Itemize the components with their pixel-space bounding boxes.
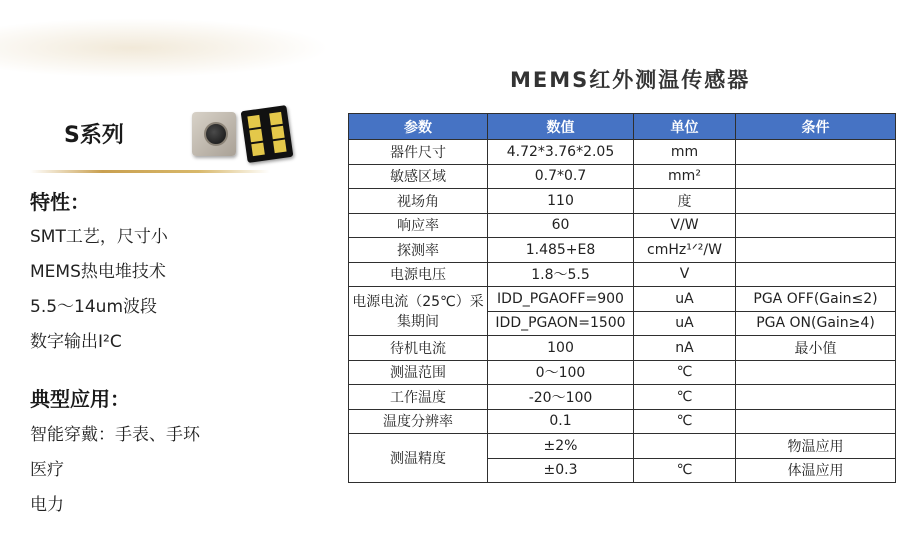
- condition-cell: [736, 213, 896, 238]
- application-item: 电力: [30, 495, 64, 515]
- param-cell: 温度分辨率: [349, 409, 488, 434]
- section-divider: [30, 170, 270, 173]
- unit-cell: cmHz¹ᐟ²/W: [634, 238, 736, 263]
- feature-item: SMT工艺，尺寸小: [30, 227, 168, 247]
- value-cell: 4.72*3.76*2.05: [488, 140, 634, 165]
- sensor-package-bottom-image: [241, 105, 294, 163]
- param-cell: 探测率: [349, 238, 488, 263]
- param-cell: 工作温度: [349, 385, 488, 410]
- feature-item: 数字输出I²C: [30, 332, 122, 352]
- unit-cell: mm: [634, 140, 736, 165]
- condition-cell: [736, 409, 896, 434]
- value-cell: IDD_PGAON=1500: [488, 311, 634, 336]
- unit-cell: V: [634, 262, 736, 287]
- condition-cell: [736, 140, 896, 165]
- unit-cell: ℃: [634, 458, 736, 483]
- value-cell: 0～100: [488, 360, 634, 385]
- header-unit: 单位: [634, 114, 736, 140]
- solder-pad: [249, 129, 263, 143]
- unit-cell: ℃: [634, 360, 736, 385]
- series-title: S系列: [64, 123, 124, 148]
- solder-pad: [247, 115, 261, 129]
- value-cell: -20～100: [488, 385, 634, 410]
- value-cell: IDD_PGAOFF=900: [488, 287, 634, 312]
- unit-cell: mm²: [634, 164, 736, 189]
- value-cell: ±2%: [488, 434, 634, 459]
- condition-cell: [736, 238, 896, 263]
- table-row: [349, 164, 896, 189]
- application-item: 医疗: [30, 460, 64, 480]
- condition-cell: 体温应用: [736, 458, 896, 483]
- solder-pad: [271, 126, 285, 140]
- value-cell: 110: [488, 189, 634, 214]
- application-item: 智能穿戴：手表、手环: [30, 425, 200, 445]
- table-row: [349, 238, 896, 263]
- unit-cell: uA: [634, 311, 736, 336]
- feature-item: 5.5～14um波段: [30, 297, 158, 317]
- condition-cell: [736, 189, 896, 214]
- unit-cell: uA: [634, 287, 736, 312]
- value-cell: 1.8～5.5: [488, 262, 634, 287]
- param-cell: 器件尺寸: [349, 140, 488, 165]
- table-row: [349, 385, 896, 410]
- solder-pad: [251, 143, 265, 157]
- condition-cell: [736, 262, 896, 287]
- feature-item: MEMS热电堆技术: [30, 262, 166, 282]
- table-header-row: [349, 114, 896, 140]
- param-cell: 敏感区域: [349, 164, 488, 189]
- table-row: [349, 336, 896, 361]
- table-row: [349, 140, 896, 165]
- condition-cell: [736, 385, 896, 410]
- header-value: 数值: [488, 114, 634, 140]
- condition-cell: [736, 360, 896, 385]
- applications-heading: 典型应用：: [30, 387, 130, 411]
- features-heading: 特性：: [30, 190, 90, 214]
- table-row: [349, 262, 896, 287]
- condition-cell: [736, 164, 896, 189]
- condition-cell: PGA OFF(Gain≤2): [736, 287, 896, 312]
- condition-cell: PGA ON(Gain≥4): [736, 311, 896, 336]
- table-row: [349, 287, 896, 312]
- param-cell: 测温精度: [349, 434, 488, 483]
- param-cell: 响应率: [349, 213, 488, 238]
- param-cell: 电源电流（25℃）采集期间: [349, 287, 488, 336]
- unit-cell: 度: [634, 189, 736, 214]
- value-cell: 0.7*0.7: [488, 164, 634, 189]
- solder-pad: [269, 112, 283, 126]
- table-row: [349, 434, 896, 459]
- value-cell: 60: [488, 213, 634, 238]
- decorative-glow: [0, 18, 330, 78]
- unit-cell: ℃: [634, 409, 736, 434]
- value-cell: ±0.3: [488, 458, 634, 483]
- table-row: [349, 360, 896, 385]
- spec-table: [348, 113, 896, 483]
- unit-cell: V/W: [634, 213, 736, 238]
- param-cell: 测温范围: [349, 360, 488, 385]
- unit-cell: [634, 434, 736, 459]
- param-cell: 电源电压: [349, 262, 488, 287]
- condition-cell: 物温应用: [736, 434, 896, 459]
- value-cell: 0.1: [488, 409, 634, 434]
- table-title: MEMS红外测温传感器: [510, 68, 751, 92]
- unit-cell: ℃: [634, 385, 736, 410]
- table-row: [349, 189, 896, 214]
- sensor-lens: [204, 122, 228, 146]
- param-cell: 视场角: [349, 189, 488, 214]
- header-condition: 条件: [736, 114, 896, 140]
- unit-cell: nA: [634, 336, 736, 361]
- value-cell: 1.485+E8: [488, 238, 634, 263]
- condition-cell: 最小值: [736, 336, 896, 361]
- table-row: [349, 213, 896, 238]
- value-cell: 100: [488, 336, 634, 361]
- sensor-package-top-image: [192, 112, 236, 156]
- table-row: [349, 409, 896, 434]
- solder-pad: [273, 140, 287, 154]
- param-cell: 待机电流: [349, 336, 488, 361]
- header-param: 参数: [349, 114, 488, 140]
